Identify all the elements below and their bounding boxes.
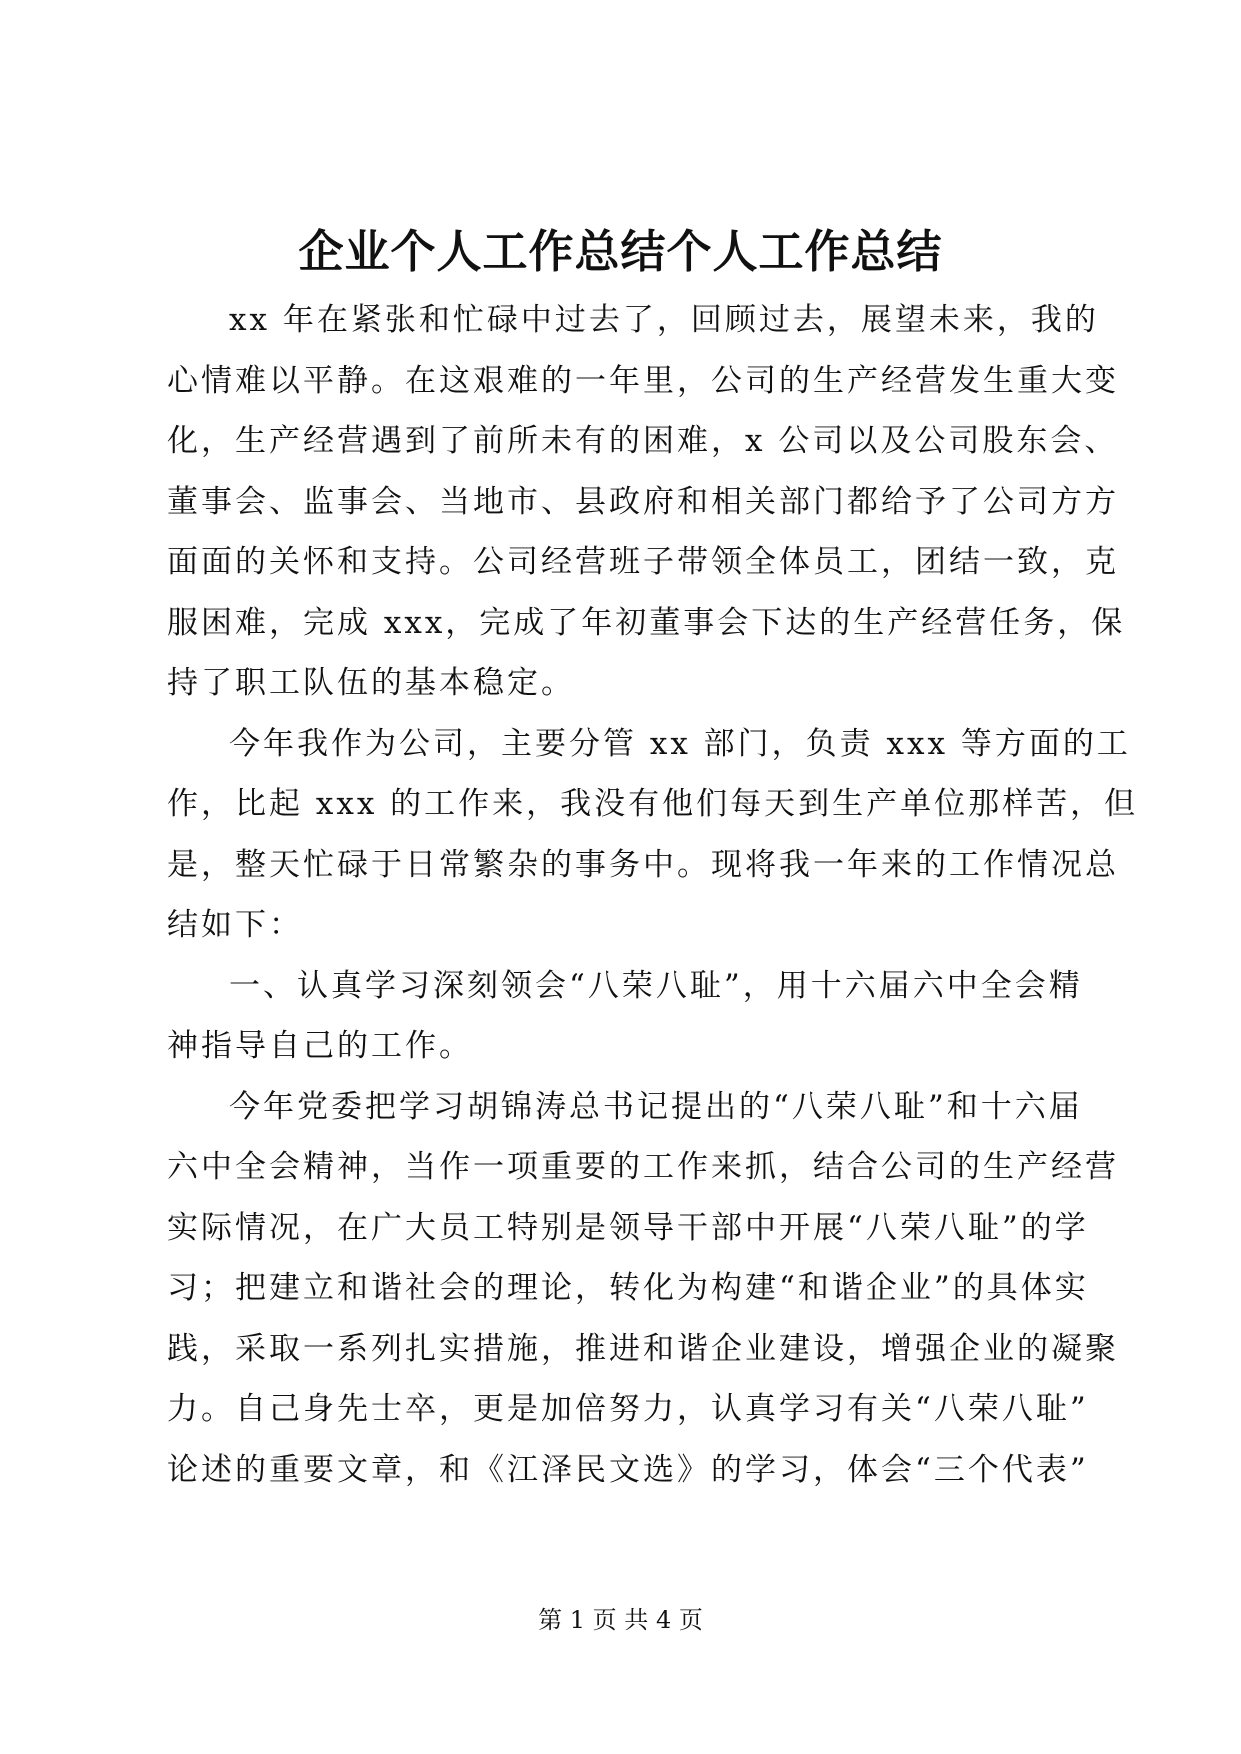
paragraph-line: 董事会、监事会、当地市、县政府和相关部门都给予了公司方方 (167, 483, 1119, 520)
page-number-footer: 第 1 页 共 4 页 (538, 1606, 703, 1634)
paragraph-line: 践，采取一系列扎实措施，推进和谐企业建设，增强企业的凝聚 (167, 1330, 1119, 1367)
section-heading-1 (167, 956, 1083, 1077)
paragraph-line: 作，比起 xxx 的工作来，我没有他们每天到生产单位那样苦，但 (167, 786, 1139, 822)
paragraph-line: 论述的重要文章，和《江泽民文选》的学习，体会“三个代表” (167, 1451, 1089, 1488)
paragraph-line: 六中全会精神，当作一项重要的工作来抓，结合公司的生产经营 (167, 1149, 1119, 1185)
paragraph-line: 是，整天忙碌于日常繁杂的事务中。现将我一年来的工作情况总 (167, 846, 1119, 883)
paragraph-line: 持了职工队伍的基本稳定。 (167, 665, 575, 701)
paragraph-line: 结如下： (167, 907, 303, 943)
paragraph-line: 面面的关怀和支持。公司经营班子带领全体员工，团结一致，克 (167, 544, 1119, 580)
paragraph-line: 一、认真学习深刻领会“八荣八耻”，用十六届六中全会精 (229, 967, 1083, 1004)
document-title: 企业个人工作总结个人工作总结 (298, 225, 943, 278)
paragraph-line: 今年我作为公司，主要分管 xx 部门，负责 xxx 等方面的工 (229, 725, 1131, 762)
paragraph-line: 习；把建立和谐社会的理论，转化为构建“和谐企业”的具体实 (167, 1270, 1089, 1306)
paragraph-line: 服困难，完成 xxx，完成了年初董事会下达的生产经营任务，保 (167, 604, 1126, 641)
paragraph-3 (167, 1077, 1119, 1501)
paragraph-line: 神指导自己的工作。 (167, 1028, 473, 1064)
paragraph-line: 心情难以平静。在这艰难的一年里，公司的生产经营发生重大变 (167, 362, 1119, 399)
document-body (167, 290, 1139, 1500)
paragraph-1 (167, 290, 1126, 714)
paragraph-2 (167, 714, 1139, 956)
paragraph-line: xx 年在紧张和忙碌中过去了，回顾过去，展望未来，我的 (229, 302, 1099, 338)
paragraph-line: 力。自己身先士卒，更是加倍努力，认真学习有关“八荣八耻” (167, 1391, 1089, 1427)
paragraph-line: 化，生产经营遇到了前所未有的困难，x 公司以及公司股东会、 (167, 423, 1119, 459)
paragraph-line: 实际情况，在广大员工特别是领导干部中开展“八荣八耻”的学 (167, 1209, 1089, 1246)
paragraph-line: 今年党委把学习胡锦涛总书记提出的“八荣八耻”和十六届 (229, 1088, 1083, 1125)
